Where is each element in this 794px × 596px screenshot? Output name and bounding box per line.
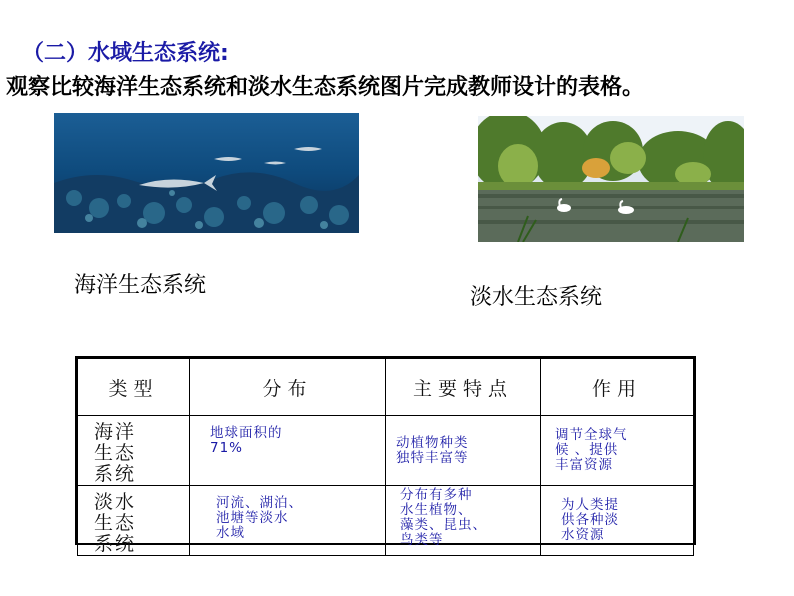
type-line: 海洋 <box>94 421 137 443</box>
instruction-text: 观察比较海洋生态系统和淡水生态系统图片完成教师设计的表格。 <box>6 75 645 100</box>
cell-line: 河流、湖泊、 <box>216 495 303 511</box>
table-row-ocean <box>78 416 694 486</box>
cell-line: 独特丰富等 <box>396 450 469 466</box>
section-heading: （二）水域生态系统: <box>22 41 229 66</box>
ocean-ecosystem-image <box>54 113 359 233</box>
ocean-caption: 海洋生态系统 <box>74 273 207 298</box>
type-line: 淡水 <box>94 491 137 513</box>
row-type-freshwater <box>78 486 190 556</box>
cell-line: 水资源 <box>561 527 605 543</box>
freshwater-caption: 淡水生态系统 <box>470 285 603 310</box>
freshwater-features <box>386 486 541 556</box>
cell-line: 池塘等淡水 <box>216 510 289 526</box>
ecosystem-comparison-table <box>75 356 696 555</box>
freshwater-distribution <box>190 486 386 556</box>
cell-line: 调节全球气 <box>555 427 628 443</box>
cell-line: 分布有多种 <box>400 487 473 503</box>
type-line: 系统 <box>94 463 137 485</box>
cell-line: 丰富资源 <box>555 457 613 473</box>
ocean-role <box>541 416 694 486</box>
header-type: 类型 <box>78 359 190 416</box>
table-header-row <box>78 359 694 416</box>
type-line: 生态 <box>94 512 137 534</box>
header-features: 主要特点 <box>386 359 541 416</box>
type-line: 生态 <box>94 442 137 464</box>
ocean-distribution <box>190 416 386 486</box>
cell-line: 藻类、昆虫、 <box>400 517 487 533</box>
row-type-ocean <box>78 416 190 486</box>
table-row-freshwater <box>78 486 694 556</box>
header-distribution: 分布 <box>190 359 386 416</box>
freshwater-role <box>541 486 694 556</box>
cell-line: 水域 <box>216 525 245 541</box>
header-role: 作用 <box>541 359 694 416</box>
ocean-features <box>386 416 541 486</box>
cell-line: 候 、提供 <box>555 442 619 458</box>
cell-line: 水生植物、 <box>400 502 473 518</box>
freshwater-ecosystem-image <box>478 116 744 242</box>
cell-line: 动植物种类 <box>396 435 469 451</box>
cell-line: 鸟类等 <box>400 532 444 548</box>
cell-line: 71% <box>210 440 244 456</box>
cell-line: 为人类提 <box>561 497 619 513</box>
type-line: 系统 <box>94 533 137 555</box>
cell-line: 地球面积的 <box>210 425 283 441</box>
cell-line: 供各种淡 <box>561 512 619 528</box>
